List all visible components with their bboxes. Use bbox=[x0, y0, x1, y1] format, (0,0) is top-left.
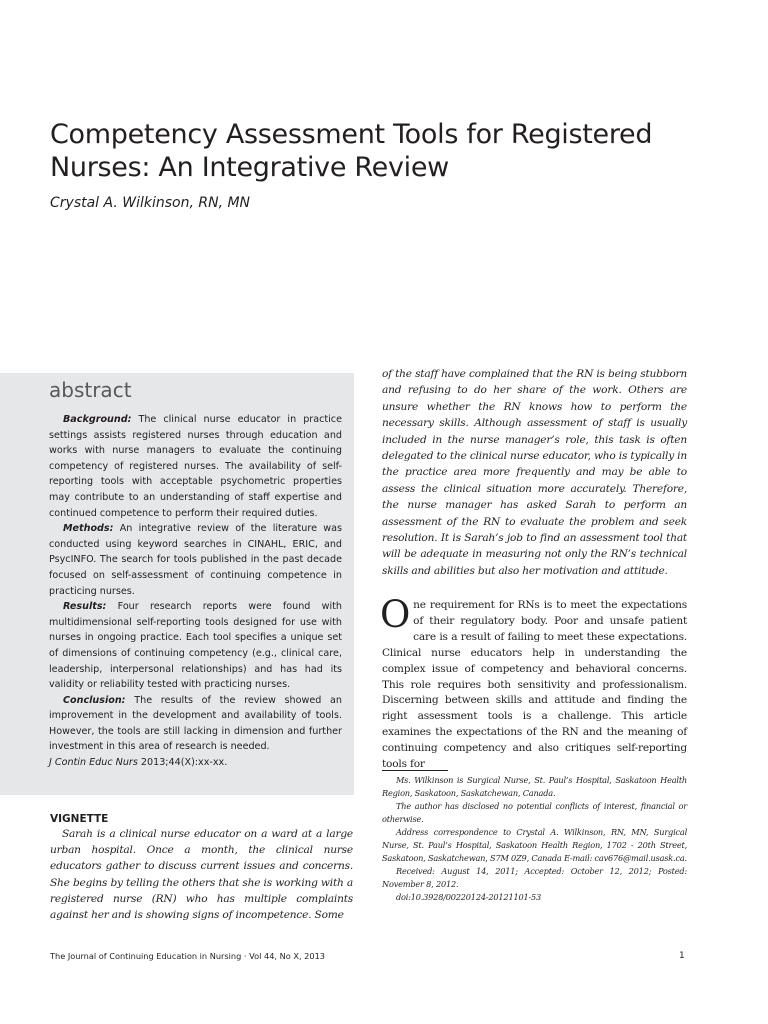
background-text: The clinical nurse educator in practice settings assists registered nurses through education and works with nurse managers to evaluate the continuing competency of registered nurses. The availability of self-reporting tools with acceptable psychometric properties may contribute to an understanding of staff expertise and continued competence to perform their required duties. bbox=[49, 414, 342, 519]
results-label: Results: bbox=[63, 601, 107, 613]
methods-label: Methods: bbox=[63, 523, 114, 535]
author-byline: Crystal A. Wilkinson, RN, MN bbox=[50, 195, 251, 211]
abstract-citation bbox=[49, 755, 342, 771]
citation-details: 2013;44(X):xx-xx. bbox=[137, 757, 228, 769]
footnotes bbox=[382, 774, 687, 904]
vignette-heading: VIGNETTE bbox=[50, 813, 109, 825]
footnote-divider bbox=[382, 770, 448, 771]
abstract-heading: abstract bbox=[49, 378, 132, 402]
footnote-doi: doi:10.3928/00220124-20121101-53 bbox=[396, 892, 542, 902]
results-text: Four research reports were found with multidimensional self-reporting tools designed for use with nurses in ongoing practice. Each tool specifies a unique set of dimensions of continuing competency (e.g., clinical care, leadership, interpersonal relationships) and has had its validity or reliability tested with practicing nurses. bbox=[49, 601, 342, 691]
abstract-background bbox=[49, 412, 342, 521]
citation-journal: J Contin Educ Nurs bbox=[49, 757, 138, 769]
footnote-correspondence: Address correspondence to Crystal A. Wilkinson, RN, MN, Surgical Nurse, St. Paul’s Hospital, Saskatoon Health Region, 1702 - 20th Street, Saskatoon, Saskatchewan, S7M 0Z9, Canada E-mail: cav676@mail.usask.ca. bbox=[382, 827, 687, 863]
conclusion-label: Conclusion: bbox=[63, 694, 126, 706]
conclusion-text: The results of the review showed an improvement in the development and availability of tools. However, the tools are still lacking in dimension and further investment in this area of research is needed. bbox=[49, 694, 342, 753]
drop-cap: O bbox=[380, 593, 411, 636]
vignette-text: Sarah is a clinical nurse educator on a ward at a large urban hospital. Once a month, the clinical nurse educators gather to discuss current issues and concerns. She begins by telling the others that she is working with a registered nurse (RN) who has multiple complaints against her and is showing signs of incompetence. Some bbox=[50, 828, 353, 922]
footer-journal: The Journal of Continuing Education in Nursing · Vol 44, No X, 2013 bbox=[50, 951, 325, 961]
body-paragraph-text: ne requirement for RNs is to meet the expectations of their regulatory body. Poor and unsafe patient care is a result of failing to meet these expectations. Clinical nurse educators help in understanding the complex issue of competency and behavioral concerns. This role requires both sensitivity and professionalism. Discerning between skills and attitude and finding the right assessment tools is a challenge. This article examines the expectations of the RN and the meaning of continuing competency and also critiques self-reporting tools for bbox=[382, 599, 687, 771]
footnote-dates: Received: August 14, 2011; Accepted: October 12, 2012; Posted: November 8, 2012. bbox=[382, 866, 687, 889]
article-title: Competency Assessment Tools for Registered Nurses: An Integrative Review bbox=[50, 119, 653, 183]
page-number: 1 bbox=[679, 951, 685, 961]
footnote-affiliation: Ms. Wilkinson is Surgical Nurse, St. Paul’s Hospital, Saskatoon Health Region, Saskatoon, Saskatchewan, Canada. bbox=[382, 775, 687, 798]
vignette-continued: of the staff have complained that the RN is being stubborn and refusing to do her share of the work. Others are unsure whether the RN knows how to perform the necessary skills. Although assessment of staff is usually included in the nurse manager’s role, this task is often delegated to the clinical nurse educator, who is typically in the practice area more frequently and may be able to assess the clinical situation more accurately. Therefore, the nurse manager has asked Sarah to perform an assessment of the RN to evaluate the problem and seek resolution. It is Sarah’s job to find an assessment tool that will be adequate in measuring not only the RN’s technical skills and abilities but also her motivation and attitude. bbox=[382, 368, 687, 577]
body-paragraph bbox=[380, 593, 687, 773]
abstract-results bbox=[49, 599, 342, 693]
abstract-conclusion bbox=[49, 693, 342, 755]
abstract-methods bbox=[49, 521, 342, 599]
background-label: Background: bbox=[63, 414, 132, 425]
footnote-disclosure: The author has disclosed no potential conflicts of interest, financial or otherwise. bbox=[382, 801, 687, 824]
abstract-body bbox=[49, 412, 342, 771]
methods-text: An integrative review of the literature was conducted using keyword searches in CINAHL, ERIC, and PsycINFO. The search for tools published in the past decade focused on self-assessment of continuing competence in practicing nurses. bbox=[49, 523, 342, 597]
